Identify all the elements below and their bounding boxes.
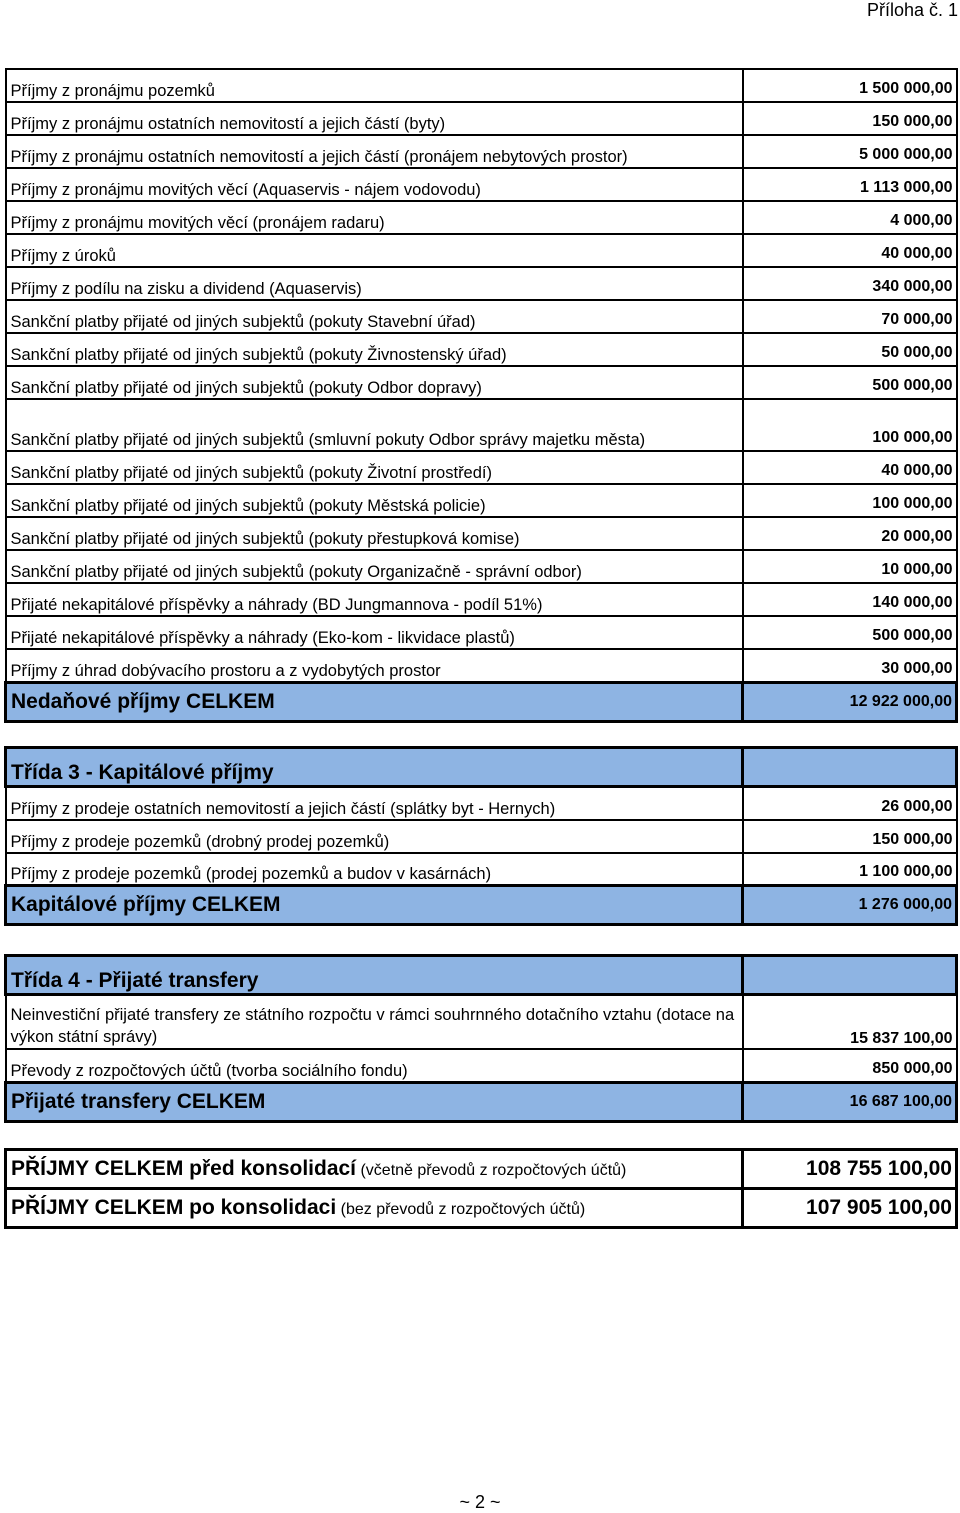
section-title: Třída 3 - Kapitálové příjmy [6, 748, 743, 787]
row-label: Převody z rozpočtových účtů (tvorba sociálního fondu) [6, 1049, 743, 1082]
row-value: 100 000,00 [743, 484, 957, 517]
row-value: 40 000,00 [743, 234, 957, 267]
row-value: 15 837 100,00 [743, 995, 957, 1050]
annex-label: Příloha č. 1 [866, 0, 958, 20]
total-label: Nedaňové příjmy CELKEM [6, 682, 743, 721]
summary-after-title: PŘÍJMY CELKEM po konsolidaci [11, 1196, 337, 1219]
transfers-total-row [6, 1082, 957, 1121]
table-row [6, 333, 957, 366]
row-label: Příjmy z pronájmu pozemků [6, 69, 743, 102]
row-value: 500 000,00 [743, 616, 957, 649]
row-label: Sankční platby přijaté od jiných subjektů (pokuty Odbor dopravy) [6, 366, 743, 399]
summary-after-note: (bez převodů z rozpočtových účtů) [336, 1201, 586, 1218]
row-value: 850 000,00 [743, 1049, 957, 1082]
table-row [6, 168, 957, 201]
section-title: Třída 4 - Přijaté transfery [6, 956, 743, 995]
row-label: Neinvestiční přijaté transfery ze státního rozpočtu v rámci souhrnného dotačního vztahu (dotace na výkon státní správy) [6, 995, 743, 1050]
row-label: Příjmy z pronájmu ostatních nemovitostí a jejich částí (byty) [6, 102, 743, 135]
total-label: Kapitálové příjmy CELKEM [6, 886, 743, 925]
row-label: Příjmy z úhrad dobývacího prostoru a z vydobytých prostor [6, 649, 743, 682]
summary-after-value: 107 905 100,00 [743, 1189, 957, 1228]
row-value: 1 100 000,00 [743, 853, 957, 886]
summary-before-row [6, 1150, 957, 1189]
row-value: 50 000,00 [743, 333, 957, 366]
row-label: Sankční platby přijaté od jiných subjektů (pokuty Stavební úřad) [6, 300, 743, 333]
section-header-row [6, 956, 957, 995]
row-value: 10 000,00 [743, 550, 957, 583]
nontax-revenue-table [4, 68, 958, 723]
table-row [6, 69, 957, 102]
total-label: Přijaté transfery CELKEM [6, 1082, 743, 1121]
table-row [6, 853, 957, 886]
row-label: Sankční platby přijaté od jiných subjektů (pokuty Životní prostředí) [6, 451, 743, 484]
row-value: 100 000,00 [743, 399, 957, 451]
capital-total-row [6, 886, 957, 925]
row-value: 26 000,00 [743, 787, 957, 820]
table-row [6, 583, 957, 616]
table-row [6, 399, 957, 451]
capital-revenue-table [4, 746, 958, 926]
table-row [6, 300, 957, 333]
table-row [6, 995, 957, 1050]
table-row [6, 550, 957, 583]
row-value: 1 500 000,00 [743, 69, 957, 102]
table-row [6, 517, 957, 550]
table-row [6, 649, 957, 682]
row-value: 40 000,00 [743, 451, 957, 484]
table-row [6, 201, 957, 234]
table-row [6, 484, 957, 517]
row-label: Přijaté nekapitálové příspěvky a náhrady (BD Jungmannova - podíl 51%) [6, 583, 743, 616]
row-value: 5 000 000,00 [743, 135, 957, 168]
row-value: 140 000,00 [743, 583, 957, 616]
row-value: 4 000,00 [743, 201, 957, 234]
row-label: Sankční platby přijaté od jiných subjektů (pokuty Městská policie) [6, 484, 743, 517]
row-value: 20 000,00 [743, 517, 957, 550]
table-row [6, 267, 957, 300]
row-label: Příjmy z pronájmu ostatních nemovitostí a jejich částí (pronájem nebytových prostor) [6, 135, 743, 168]
table-row [6, 820, 957, 853]
summary-table [4, 1148, 958, 1229]
total-value: 12 922 000,00 [743, 682, 957, 721]
section-header-row [6, 748, 957, 787]
row-label: Příjmy z prodeje ostatních nemovitostí a jejich částí (splátky byt - Hernych) [6, 787, 743, 820]
table-row [6, 616, 957, 649]
row-label: Příjmy z prodeje pozemků (drobný prodej pozemků) [6, 820, 743, 853]
row-label: Příjmy z prodeje pozemků (prodej pozemků a budov v kasárnách) [6, 853, 743, 886]
summary-before-note: (včetně převodů z rozpočtových účtů) [356, 1162, 627, 1179]
row-value: 150 000,00 [743, 820, 957, 853]
nontax-total-row [6, 682, 957, 721]
row-value: 30 000,00 [743, 649, 957, 682]
row-label: Přijaté nekapitálové příspěvky a náhrady (Eko-kom - likvidace plastů) [6, 616, 743, 649]
row-value: 1 113 000,00 [743, 168, 957, 201]
total-value: 1 276 000,00 [743, 886, 957, 925]
summary-before-value: 108 755 100,00 [743, 1150, 957, 1189]
row-label: Sankční platby přijaté od jiných subjektů (smluvní pokuty Odbor správy majetku města) [6, 399, 743, 451]
row-value: 500 000,00 [743, 366, 957, 399]
page-number: ~ 2 ~ [459, 1492, 501, 1512]
row-value: 150 000,00 [743, 102, 957, 135]
row-value: 340 000,00 [743, 267, 957, 300]
table-row [6, 451, 957, 484]
section-header-blank [743, 748, 957, 787]
row-label: Příjmy z podílu na zisku a dividend (Aquaservis) [6, 267, 743, 300]
row-label: Sankční platby přijaté od jiných subjektů (pokuty přestupková komise) [6, 517, 743, 550]
table-row [6, 234, 957, 267]
summary-before-title: PŘÍJMY CELKEM před konsolidací [11, 1157, 357, 1180]
table-row [6, 366, 957, 399]
row-label: Příjmy z pronájmu movitých věcí (Aquaservis - nájem vodovodu) [6, 168, 743, 201]
section-header-blank [743, 956, 957, 995]
summary-after-row [6, 1189, 957, 1228]
table-row [6, 1049, 957, 1082]
row-label: Sankční platby přijaté od jiných subjektů (pokuty Živnostenský úřad) [6, 333, 743, 366]
row-value: 70 000,00 [743, 300, 957, 333]
row-label: Sankční platby přijaté od jiných subjektů (pokuty Organizačně - správní odbor) [6, 550, 743, 583]
total-value: 16 687 100,00 [743, 1082, 957, 1121]
table-row [6, 787, 957, 820]
summary-before-label [6, 1150, 743, 1189]
transfers-table [4, 954, 958, 1123]
row-label: Příjmy z úroků [6, 234, 743, 267]
table-row [6, 102, 957, 135]
summary-after-label [6, 1189, 743, 1228]
table-row [6, 135, 957, 168]
row-label: Příjmy z pronájmu movitých věcí (pronájem radaru) [6, 201, 743, 234]
